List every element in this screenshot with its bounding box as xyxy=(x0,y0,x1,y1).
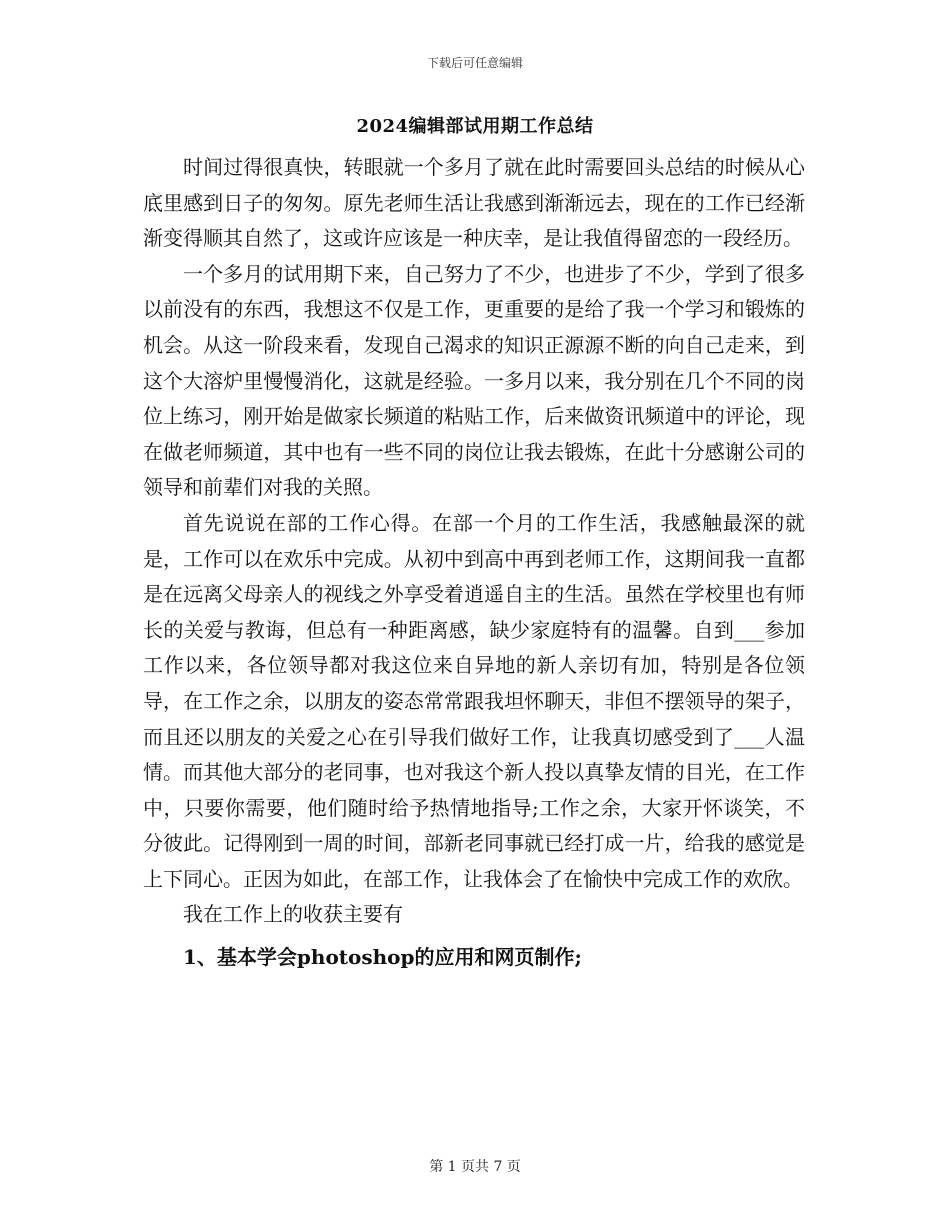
paragraph-3: 首先说说在部的工作心得。在部一个月的工作生活，我感触最深的就是，工作可以在欢乐中完成。从初中到高中再到老师工作，这期间我一直都是在远离父母亲人的视线之外享受着逍遥自主的生活。虽然在学校里也有师长的关爱与教诲，但总有一种距离感，缺少家庭特有的温馨。自到___参加工作以来，各位领导都对我这位来自异地的新人亲切有加，特别是各位领导，在工作之余，以朋友的姿态常常跟我坦怀聊天，非但不摆领导的架子，而且还以朋友的关爱之心在引导我们做好工作，让我真切感受到了___人温情。而其他大部分的老同事，也对我这个新人投以真挚友情的目光，在工作中，只要你需要，他们随时给予热情地指导;工作之余，大家开怀谈笑，不分彼此。记得刚到一周的时间，部新老同事就已经打成一片，给我的感觉是上下同心。正因为如此，在部工作，让我体会了在愉快中完成工作的欢欣。 xyxy=(143,510,805,891)
header-note: 下载后可任意编辑 xyxy=(426,56,523,70)
document-body xyxy=(143,150,805,976)
paragraph-4: 我在工作上的收获主要有 xyxy=(183,902,403,927)
page-number: 第 1 页共 7 页 xyxy=(429,1159,521,1175)
paragraph-2: 一个多月的试用期下来，自己努力了不少，也进步了不少，学到了很多以前没有的东西，我想这不仅是工作，更重要的是给了我一个学习和锻炼的机会。从这一阶段来看，发现自己渴求的知识正源源不断的向自己走来，到这个大溶炉里慢慢消化，这就是经验。一多月以来，我分别在几个不同的岗位上练习，刚开始是做家长频道的粘贴工作，后来做资讯频道中的评论，现在做老师频道，其中也有一些不同的岗位让我去锻炼，在此十分感谢公司的领导和前辈们对我的关照。 xyxy=(143,261,805,500)
paragraph-1: 时间过得很真快，转眼就一个多月了就在此时需要回头总结的时候从心底里感到日子的匆匆。原先老师生活让我感到渐渐远去，现在的工作已经渐渐变得顺其自然了，这或许应该是一种庆幸，是让我值得留恋的一段经历。 xyxy=(143,155,805,251)
document-title: 2024编辑部试用期工作总结 xyxy=(356,116,594,137)
section-heading: 1、基本学会photoshop的应用和网页制作; xyxy=(183,945,582,970)
